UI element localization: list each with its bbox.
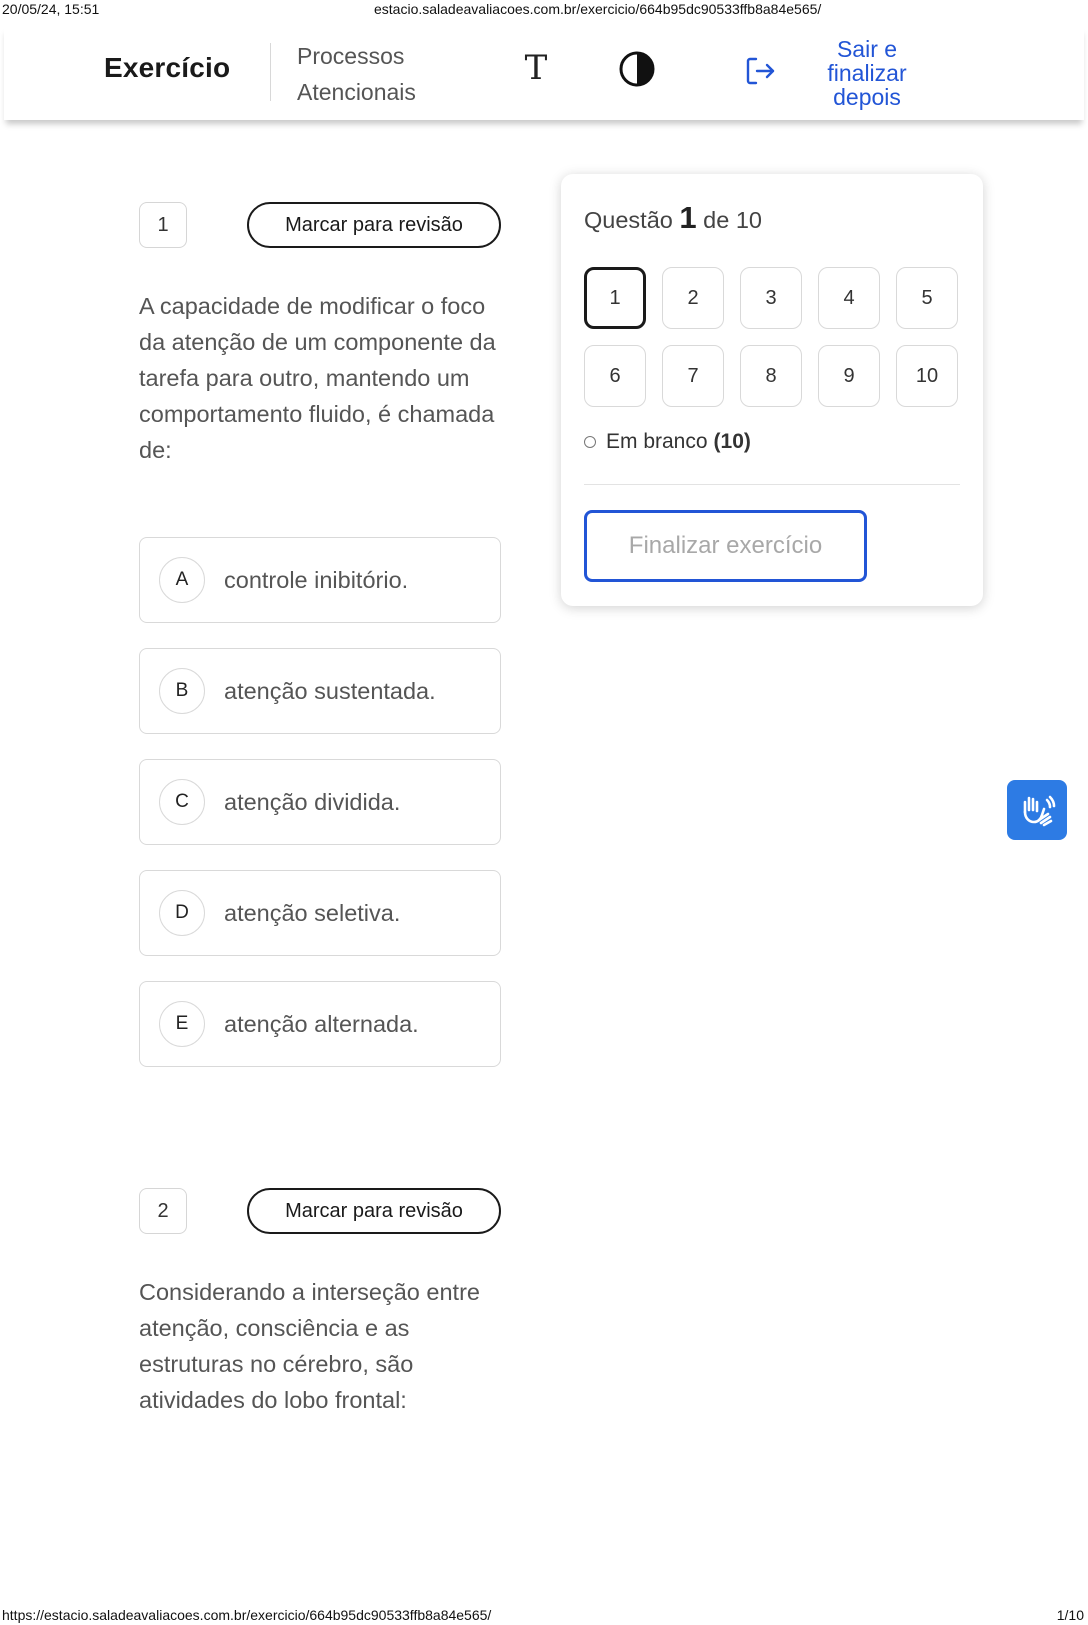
option-text: atenção seletiva. [224,899,401,926]
option-e[interactable] [139,981,501,1067]
question-1 [139,202,501,1062]
logout-icon[interactable] [744,54,778,88]
nav-question-4[interactable]: 4 [818,267,880,329]
option-c[interactable] [139,759,501,845]
blank-status-label: Em branco [606,430,708,453]
page-title: Exercício [104,52,231,83]
circle-icon [584,436,596,448]
option-a[interactable] [139,537,501,623]
question-navigator [561,174,983,606]
nav-question-1[interactable]: 1 [584,267,646,329]
print-header [0,0,1088,18]
option-text: controle inibitório. [224,566,409,593]
font-size-icon[interactable]: T [524,48,548,88]
nav-question-8[interactable]: 8 [740,345,802,407]
question-text: A capacidade de modificar o foco da atenção de um componente da tarefa para outro, mantendo um comportamento fluido, é chamada de: [139,293,496,463]
nav-question-6[interactable]: 6 [584,345,646,407]
finish-exercise-button[interactable]: Finalizar exercício [584,510,867,582]
option-b[interactable] [139,648,501,734]
option-letter: C [159,779,205,825]
contrast-icon[interactable] [618,50,656,88]
print-page-number: 1/10 [1056,1607,1084,1623]
app-header [4,26,1084,120]
navigator-title [584,200,762,236]
nav-question-3[interactable]: 3 [740,267,802,329]
option-d[interactable] [139,870,501,956]
option-letter: E [159,1001,205,1047]
option-letter: B [159,668,205,714]
mark-for-review-button[interactable]: Marcar para revisão [247,1188,501,1234]
question-number: 1 [139,202,187,248]
option-letter: A [159,557,205,603]
save-and-exit-button[interactable]: Sair e finalizar depois [827,36,907,110]
question-number: 2 [139,1188,187,1234]
nav-question-7[interactable]: 7 [662,345,724,407]
nav-question-10[interactable]: 10 [896,345,958,407]
nav-question-2[interactable]: 2 [662,267,724,329]
print-url: estacio.saladeavaliacoes.com.br/exercicio/664b95dc90533ffb8a84e565/ [374,1,822,17]
option-text: atenção sustentada. [224,677,436,704]
option-letter: D [159,890,205,936]
question-text: Considerando a interseção entre atenção, consciência e as estruturas no cérebro, são atividades do lobo frontal: [139,1279,480,1413]
current-question-number: 1 [679,200,697,235]
nav-question-5[interactable]: 5 [896,267,958,329]
header-divider [270,43,271,101]
blank-status-count: (10) [713,430,751,453]
option-text: atenção alternada. [224,1010,419,1037]
blank-status [584,430,751,454]
print-footer-url: https://estacio.saladeavaliacoes.com.br/exercicio/664b95dc90533ffb8a84e565/ [2,1607,492,1623]
navigator-divider [584,484,960,485]
option-text: atenção dividida. [224,788,401,815]
mark-for-review-button[interactable]: Marcar para revisão [247,202,501,248]
nav-question-9[interactable]: 9 [818,345,880,407]
subject-name: Processos Atencionais [297,43,416,105]
navigator-title-prefix: Questão [584,207,673,233]
print-datetime: 20/05/24, 15:51 [2,1,100,17]
navigator-title-suffix: de 10 [703,207,762,233]
sign-language-icon[interactable] [1007,780,1067,840]
question-grid [584,267,960,411]
print-footer [0,1603,1088,1625]
question-2 [139,1188,501,1428]
